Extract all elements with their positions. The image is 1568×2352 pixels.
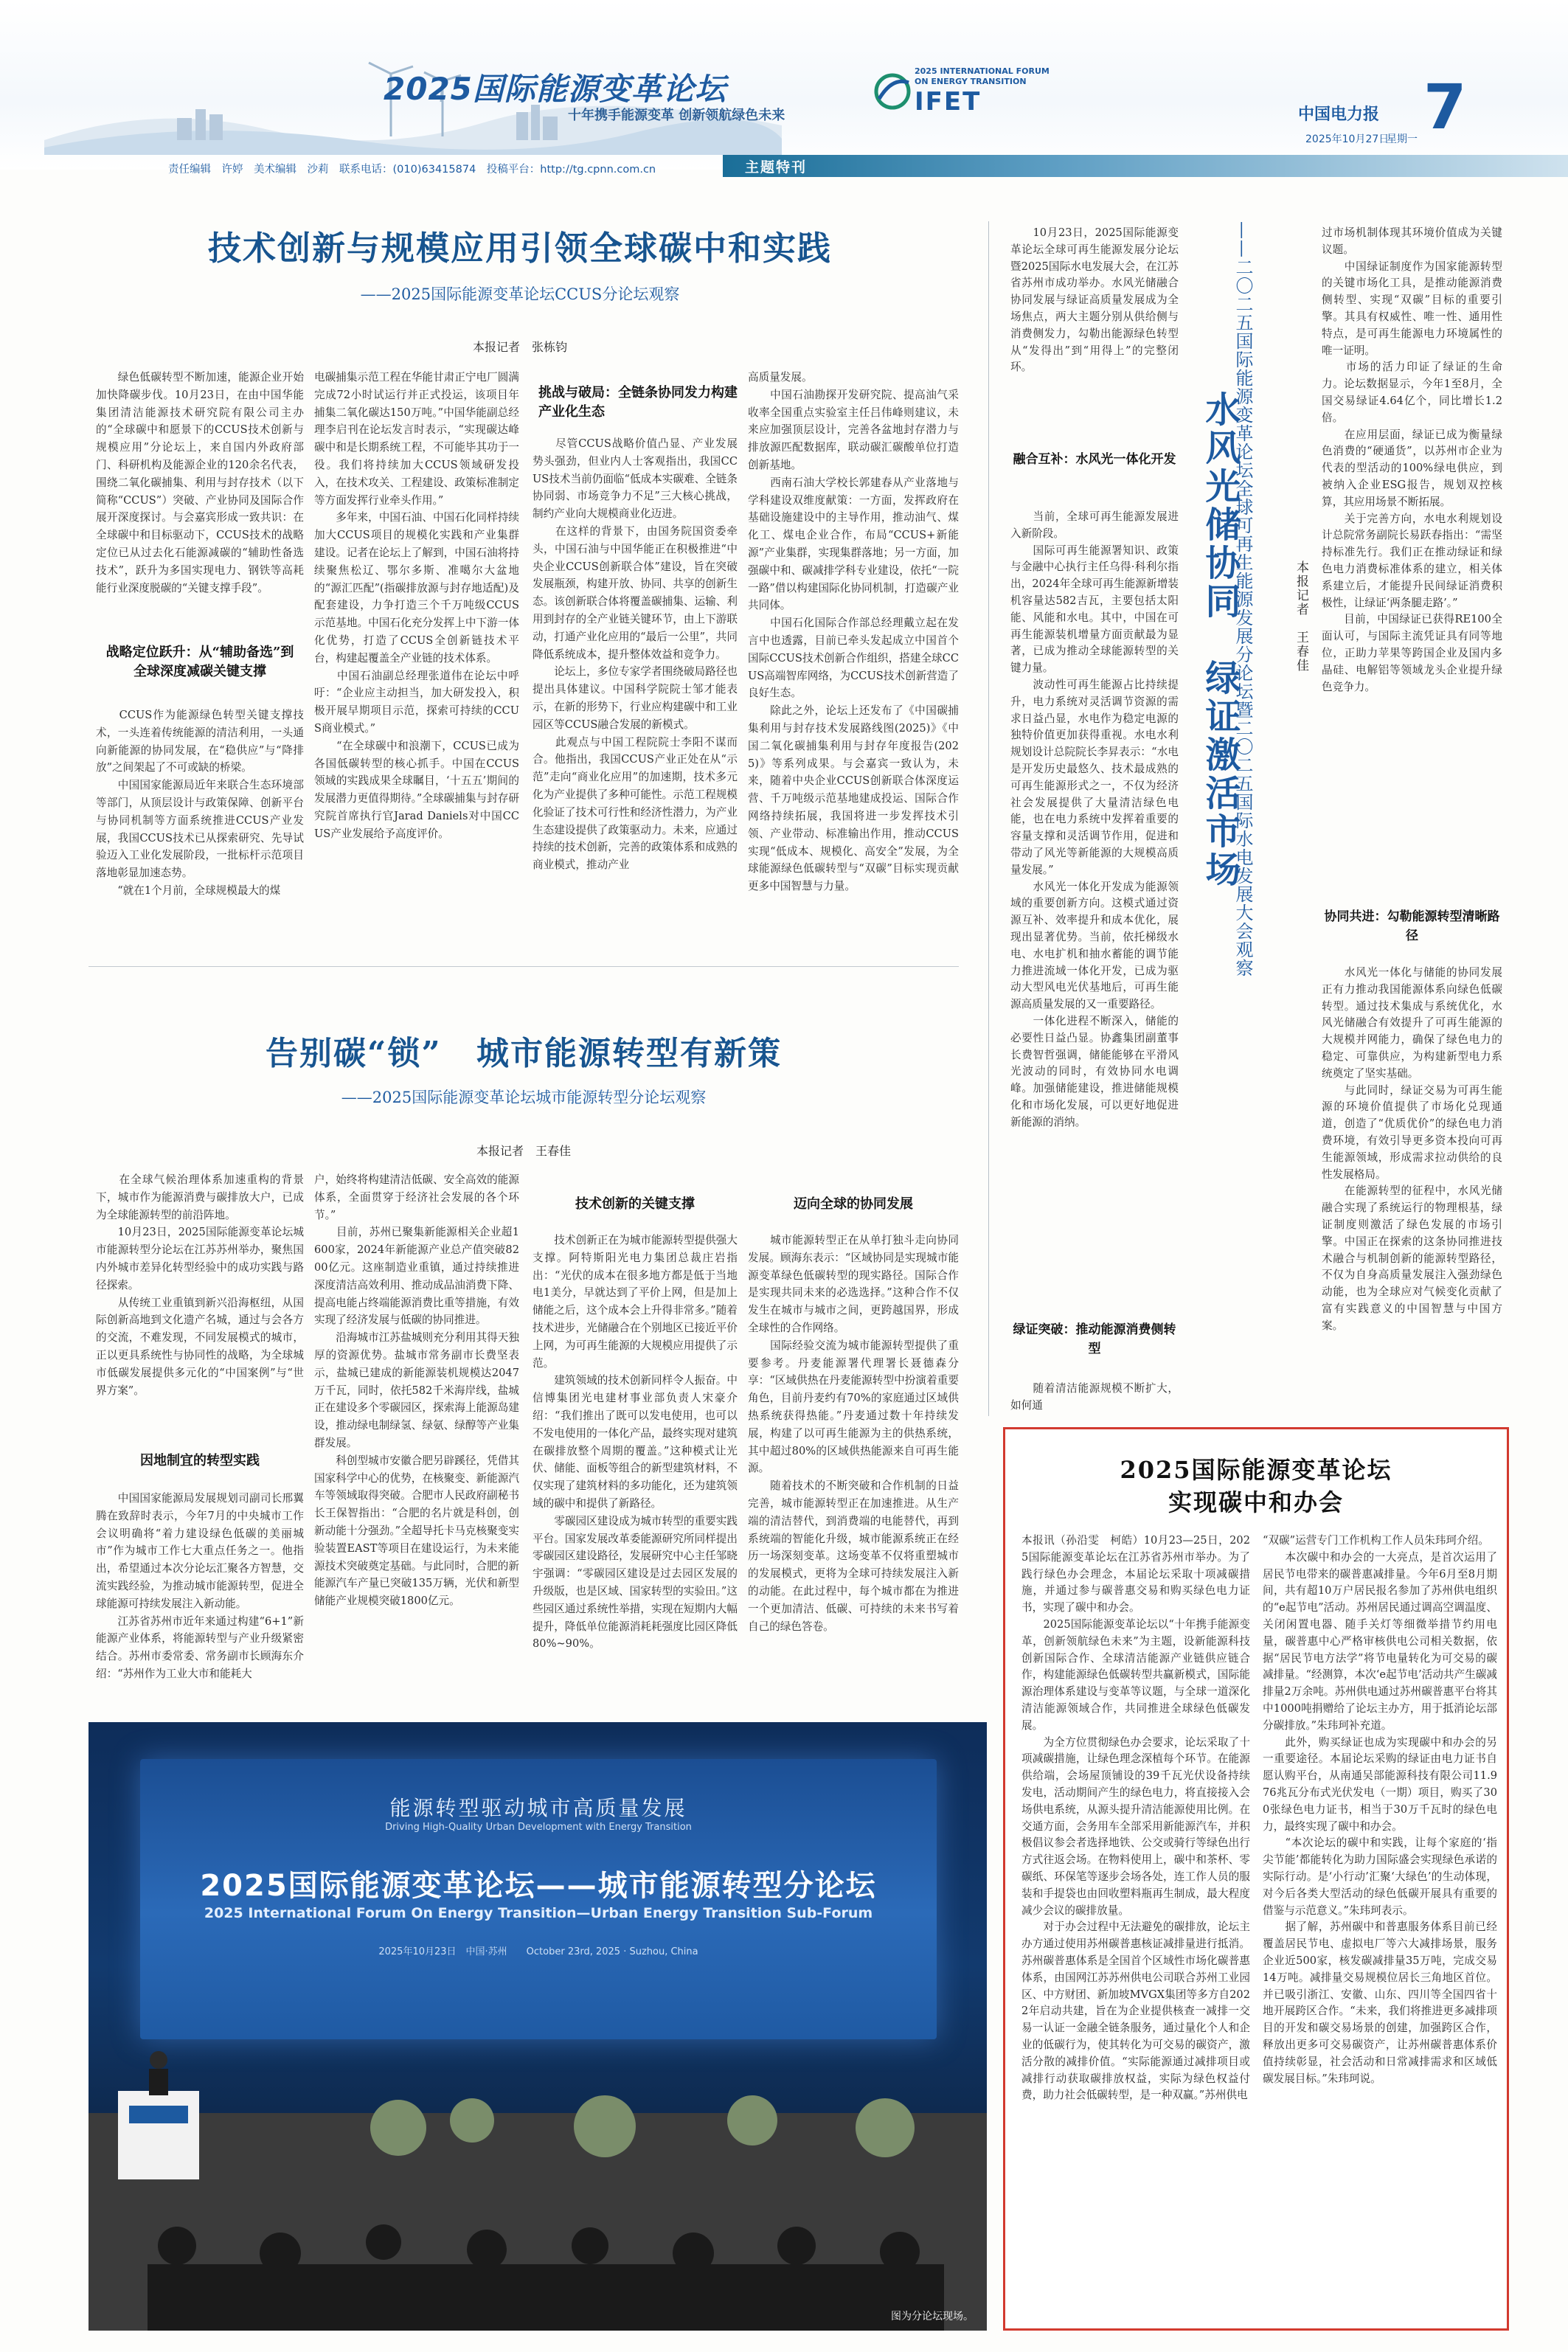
article2-col1c: 随着清洁能源规模不断扩大，如何通 [1010,1382,1179,1412]
article2-sub2: 绿证突破：推动能源消费侧转型 [1013,1322,1176,1356]
article3-subtitle: ——2025国际能源变革论坛城市能源转型分论坛观察 [341,1089,707,1106]
section-label: 主题特刊 [745,159,808,176]
ifet-logo-icon [870,69,915,114]
article2-sub3: 协同共进：勾勒能源转型清晰路径 [1324,909,1500,943]
article3-col3: 技术创新正在为城市能源转型提供强大支撑。阿特斯阳光电力集团总裁庄岩指出：“光伏的成本在很多地方都是低于当地电1美分，早就达到了平价上网，但是加上储能之后，这个成本会上升得非常多。”随着技术进步，光储融合在个别地区已接近平价上网，为可再生能源的大规模应用提供了示范。 建筑领域的技术创新同样令人振奋。中信博集团光电建材事业部负责人宋豪介绍：“我们推出了既可以发电使用，也可以不发电使用的一体化产品，最终实现对建筑在碳排放整个周期的覆盖。”这种模式让光伏、储能、面板等组合的新型建筑材料，不仅实现了建筑材料的多功能化，还为建筑领域的碳中和提供了新路径。 零碳园区建设成为城市转型的重要实践平台。国家发展改革委能源研究所同样提出零碳园区建设路径，发展研究中心主任邹晓宇强调：“零碳园区建设是过去园区发展的升级版，也是区域、国家转型的实验田。”这些园区通过系统性举措，实现在短期内大幅提升，降低单位能源消耗耗强度比园区降低80%~90%。 [533,1234,738,1651]
photo-screen-date: 2025年10月23日 中国·苏州 October 23rd, 2025 · Suzhou, China [378,1946,698,1957]
article1-byline: 本报记者 张栋钧 [472,340,567,354]
page-number: 7 [1423,71,1467,143]
article1-headline: 技术创新与规模应用引领全球碳中和实践 [207,229,832,268]
article2-byline-vertical: 本报记者 王春佳 [1294,561,1308,673]
article3-byline: 本报记者 王春佳 [476,1144,571,1158]
ifet-wordmark: IFET [915,87,982,117]
article3-col1: 在全球气候治理体系加速重构的背景下，城市作为能源消费与碳排放大户，已成为全球能源转型的前沿阵地。 10月23日，2025国际能源变革论坛城市能源转型分论坛在江苏苏州举办，聚焦国内外城市差异化转型经验中的成功实践与路径探索。 从传统工业重镇到新兴沿海枢纽，从国际创新高地到文化遗产名城，通过与会各方的交流，不难发现，不同发展模式的城市，正以更具系统性与协同性的战略，为全球城市低碳发展提供多元化的“中国案例”与“世界方案”。 [96,1173,304,1397]
photo-screen-small-en: Driving High-Quality Urban Development with Energy Transition [385,1822,692,1833]
article2-subtitle-vertical: ——二〇二五国际能源变革论坛全球可再生能源发展分论坛暨二〇二五国际水电发展大会观察 [1232,221,1253,977]
article1-col4: 高质量发展。 中国石油勘探开发研究院、提高油气采收率全国重点实验室主任吕伟峰则建议，未来应加强顶层设计，完善各盆地封存潜力与排放源匹配数据库，联动碳汇碳酸单位打造创新基地。 西南石油大学校长郭建春从产业落地与学科建设双维度献策：一方面，发挥政府在基础设施建设中的主导作用，推动油气、煤化工、煤电企业合作，布局“CCUS+新能源”产业集群，实现集群落地；另一方面，加强碳中和、碳减排学科专业建设，依托“一院一路”借以构建国际化协同机制，打造碳产业共同体。 中国石化国际合作部总经理戴立起在发言中也透露，目前已牵头发起成立中国首个国际CCUS技术创新合作组织，搭建全球CCUS高端智库网络，为CCUS技术创新营造了良好生态。 除此之外，论坛上还发布了《中国碳捕集利用与封存技术发展路线图(2025)》《中国二氧化碳捕集利用与封存年度报告(2025)》等系列成果。与会嘉宾一致认为，未来，随着中央企业CCUS创新联合体深度运营、千万吨级示范基地建成投运、国际合作网络持续拓展，我国将进一步发挥技术引领、产业带动、标准输出作用，推动CCUS实现“低成本、规模化、高安全”发展，为全球能源绿色低碳转型与“双碳”目标实现贡献更多中国智慧与力量。 [748,371,959,893]
photo-screen-big-title: 2025国际能源变革论坛——城市能源转型分论坛 [200,1869,877,1903]
article4-col1: 本报讯（孙沿雯 柯皓）10月23—25日，2025国际能源变革论坛在江苏省苏州市举办。为了践行绿色办会理念，本届论坛采取十项减碳措施，并通过参与碳普惠交易和购买绿色电力证书，实现了碳中和办会。 2025国际能源变革论坛以“十年携手能源变革，创新领航绿色未来”为主题，设新能源科技创新国际合作、全球清洁能源产业链供应链合作，构建能源绿色低碳转型共赢新模式，国际能源治理体系建设与变革等议题，与全球一道深化清洁能源领域合作，共同推进全球绿色低碳发展。 为全方位贯彻绿色办会要求，论坛采取了十项减碳措施，让绿色理念深植每个环节。在能源供给端，会场屋顶铺设的39千瓦光伏设备持续发电，活动期间产生的绿色电力，将直接接入会场供电系统，从源头提升清洁能源使用比例。在交通方面，会务用车全部采用新能源汽车，并积极倡议参会者选择地铁、公交或骑行等绿色出行方式往返会场。在物料使用上，碳中和茶杯、零碳纸、环保笔等逐步会场各处，连工作人员的服装和手提袋也由回收塑料瓶再生制成，最大程度减少会议的碳排放量。 对于办会过程中无法避免的碳排放，论坛主办方通过使用苏州碳普惠核证减排量进行抵消。苏州碳普惠体系是全国首个区域性市场化碳普惠体系，由国网江苏苏州供电公司联合苏州工业园区、中方财团、新加坡MVGX集团等多方自2022年启动共建，旨在为企业提供核查一减排一交易一认证一金融全链条服务，通过量化个人和企业的低碳行为，使其转化为可交易的碳资产，激活分散的减排价值。“实际能源通过减排项目或减排行动获取碳排放权益，实际为绿色权益付费，助力社会低碳转型，是一种双赢。”苏州供电 [1021,1534,1250,2102]
forum-en-line1: 2025 INTERNATIONAL FORUM [915,66,1050,76]
article3-col4-subhead: 迈向全球的协同发展 [794,1196,913,1212]
article3-col3-subhead: 技术创新的关键支撑 [575,1196,695,1212]
article2-sub1: 融合互补：水风光一体化开发 [1013,452,1176,467]
article2-col1b: 当前，全球可再生能源发展进入新阶段。 国际可再生能源署知识、政策与金融中心执行主任乌得·科利尔指出，2024年全球可再生能源新增装机容量达582吉瓦，主要包括太阳能、风能和水电。其中，中国在可再生能源装机增量方面贡献最为显著，已成为推动全球能源转型的关键力量。 波动性可再生能源占比持续提升，电力系统对灵活调节资源的需求日益凸显，水电作为稳定电源的独特价值更加获得重视。水电水利规划设计总院院长李昇表示：“水电是开发历史最悠久、技术最成熟的可再生能源形式之一，不仅为经济社会发展提供了大量清洁绿色电能，也在电力系统中发挥着重要的容量支撑和灵活调节作用，促进和带动了风光等新能源的大规模高质量发展。” 水风光一体化开发成为能源领域的重要创新方向。这模式通过资源互补、效率提升和成本优化，展现出显著优势。当前，依托梯级水电、水电扩机和抽水蓄能的调节能力推进流域一体化开发，已成为驱动大型风电光伏基地后，可再生能源高质量发展的又一重要路径。 一体化进程不断深入，储能的必要性日益凸显。协鑫集团副董事长费智哲强调，储能能够在平滑风光波动的同时，有效协同水电调峰。加强储能建设，推进储能规模化和市场化发展，可以更好地促进新能源的消纳。 [1010,510,1179,1128]
article2-col1: 10月23日，2025国际能源变革论坛全球可再生能源发展分论坛暨2025国际水电发展大会，在江苏省苏州市成功举办。水风光储融合协同发展与绿证高质量发展成为全场焦点，两大主题分别从供给侧与消费侧发力，勾勒出能源绿色转型从“发得出”到“用得上”的完整闭环。 [1010,226,1179,374]
paper-name: 中国电力报 [1298,105,1380,124]
forum-en-line2: ON ENERGY TRANSITION [915,77,1027,86]
header-banner [0,0,1568,176]
divider-a1-a3 [89,966,959,967]
article4-headline-line2: 实现碳中和办会 [1168,1488,1344,1516]
article1-col1: 绿色低碳转型不断加速，能源企业开始加快降碳步伐。10月23日，在由中国华能集团清洁能源技术研究院有限公司主办的“全球碳中和愿景下的CCUS技术创新与规模应用”分论坛上，来自国内外政府部门、科研机构及能源企业的120余名代表，围绕二氧化碳捕集、利用与封存技术（以下简称“CCUS”）突破、产业协同及国际合作展开深度探讨。与会嘉宾形成一致共识：在全球碳中和目标驱动下，CCUS技术的战略定位已从过去化石能源减碳的“辅助性备选技术”，跃升为多国实现电力、钢铁等高耗能行业深度脱碳的“关键支撑手段”。 [96,371,304,594]
article3-headline [89,1027,959,1074]
article2-col2b: 水风光一体化与储能的协同发展正有力推动我国能源体系向绿色低碳转型。通过技术集成与系统优化，水风光储融合有效提升了可再生能源的大规模并网能力，确保了绿色电力的稳定、可靠供应，为构建新型电力系统奠定了坚实基础。 与此同时，绿证交易为可再生能源的环境价值提供了市场化兑现通道，创造了“优质优价”的绿色电力消费环境，有效引导更多资本投向可再生能源领域，形成需求拉动供给的良性发展格局。 在能源转型的征程中，水风光储融合实现了系统运行的物理根基，绿证制度则激活了绿色发展的市场引擎。中国正在探索的这条协同推进技术融合与机制创新的能源转型路径，不仅为自身高质量发展注入强劲绿色动能，也为全球应对气候变化贡献了富有实践意义的中国智慧与中国方案。 [1322,966,1502,1332]
article4-col2: “双碳”运营专门工作机构工作人员朱玮珂介绍。 本次碳中和办会的一大亮点，是首次运用了居民节电带来的碳普惠减排量。今年6月至8月期间，共有超10万户居民报名参加了苏州供电组织的“e起节电”活动。苏州居民通过调高空调温度、关闭闲置电器、随手关灯等细微举措节约用电量，碳普惠中心严格审核供电公司相关数据，依据“居民节电方法学”将节电量转化为可交易的碳减排量。“经测算，本次‘e起节电’活动共产生碳减排量2万余吨。苏州供电通过苏州碳普惠平台将其中1000吨捐赠给了论坛主办方，用于抵消论坛部分碳排放。”朱玮珂补充道。 此外，购买绿证也成为实现碳中和办会的另一重要途径。本届论坛采购的绿证由电力证书自愿认购平台，从南通吴部能源科技有限公司11.976兆瓦分布式光伏发电（一期）项目，购买了300张绿色电力证书，相当于30万千瓦时的绿色电力，最终实现了碳中和办会。 “本次论坛的碳中和实践，让每个家庭的‘指尖节能’都能转化为助力国际盛会实现绿色承诺的实际行动。是‘小行动’汇聚‘大绿色’的生动体现，对今后各类大型活动的绿色低碳开展具有重要的借鉴与示范意义。”朱玮珂表示。 据了解，苏州碳中和普惠服务体系目前已经覆盖居民节电、虚拟电厂等六大减排场景，服务企业近500家，核发碳减排量35万吨，完成交易14万吨。减排量交易规模位居长三角地区首位。并已吸引浙江、安徽、山东、四川等全国四省十地开展跨区合作。“未来，我们将推进更多减排项目的开发和碳交易场景的创建，加强跨区合作，释放出更多可交易碳资产，让苏州碳普惠体系价值持续彰显，社会活动和日常减排需求和区域低碳发展目标。”朱玮珂说。 [1263,1534,1497,2085]
photo-caption: 图为分论坛现场。 [891,2311,974,2322]
article1-col2: 电碳捕集示范工程在华能甘肃正宁电厂圆满完成72小时试运行并正式投运，该项目年捕集二氧化碳达150万吨。”中国华能副总经理李启刊在论坛发言时表示，“实现碳达峰碳中和是长期系统工程，不可能毕其功于一役。我们将持续加大CCUS领域研发投入，在技术攻关、工程建设、政策标准制定等方面发挥行业牵头作用。” 多年来，中国石油、中国石化同样持续加大CCUS项目的规模化实践和产业集群建设。记者在论坛上了解到，中国石油将持续聚焦松辽、鄂尔多斯、准噶尔大盆地的“源汇匹配”(指碳排放源与封存地适配)及配套建设，力争打造三个千万吨级CCUS示范基地。中国石化充分发挥上中下游一体化优势，打造了CCUS全创新链技术平台，构建起覆盖全产业链的技术体系。 中国石油副总经理张道伟在论坛中呼吁：“企业应主动担当，加大研发投入，积极开展早期项目示范，探索可持续的CCUS商业模式。” “在全球碳中和浪潮下，CCUS已成为各国低碳转型的核心抓手。中国在CCUS领域的实践成果全球瞩目，‘十五五’期间的发展潜力更值得期待。”全球碳捕集与封存研究院首席执行官Jarad Daniels对中国CCUS产业发展给予高度评价。 [314,371,519,840]
article3-col2: 户，始终将构建清洁低碳、安全高效的能源体系，全面贯穿于经济社会发展的各个环节。” 目前，苏州已聚集新能源相关企业超1600家，2024年新能源产业总产值突破8200亿元。这座制造业重镇，通过持续推进深度清洁高效利用、推动成品油消费下降、提高电能占终端能源消费比重等措施，有效实现了经济发展与低碳的协同推进。 沿海城市江苏盐城则充分利用其得天独厚的资源优势。盐城市常务副市长费坚表示，盐城已建成的新能源装机规模达2047万千瓦，同时，依托582千米海岸线，盐城正在建设多个零碳园区，探索海上能源岛建设，推动绿电制绿氢、绿氨、绿醇等产业集群发展。 科创型城市安徽合肥另辟蹊径，凭借其国家科学中心的优势，在核聚变、新能源汽车等领域取得突破。合肥市人民政府副秘书长王保智指出：“合肥的名片就是科创，创新动能十分强劲。”全超导托卡马克核聚变实验装置EAST等项目在建设运行，为未来能源技术突破奠定基础。与此同时，合肥的新能源汽车产量已突破135万辆，光伏和新型储能产业规模突破1800亿元。 [314,1173,519,1608]
forum-slogan: 十年携手能源变革 创新领航绿色未来 [568,108,785,123]
article3-col4: 城市能源转型正在从单打独斗走向协同发展。顾海东表示：“区域协同是实现城市能源变革绿色低碳转型的现实路径。国际合作是实现共同未来的必选选择。”这种合作不仅发生在城市与城市之间，更跨越国界，形成全球性的合作网络。 国际经验交流为城市能源转型提供了重要参考。丹麦能源署代理署长聂德森分享：“区域供热在丹麦能源转型中扮演着重要角色，目前丹麦约有70%的家庭通过区域供热系统获得热能。”丹麦通过数十年持续发展，构建了以可再生能源为主的供热系统，其中超过80%的区域供热能源来自可再生能源。 随着技术的不断突破和合作机制的日益完善，城市能源转型正在加速推进。从生产端的清洁替代，到消费端的电能替代，再到系统端的智能化升级，城市能源系统正在经历一场深刻变革。这场变革不仅将重塑城市的发展模式，更将为全球可持续发展注入新的动能。在此过程中，每个城市都在为推进一个更加清洁、低碳、可持续的未来书写着自己的绿色答卷。 [748,1234,959,1633]
forum-title: 2025国际能源变革论坛 [384,71,726,107]
article3-col1b: 中国国家能源局发展规划司副司长邢翼腾在致辞时表示，今年7月的中央城市工作会议明确将“着力建设绿色低碳的美丽城市”作为城市工作七大重点任务之一。他指出，希望通过本次分论坛汇聚各方智慧，交流实践经验，为推动城市能源转型，促进全球能源可持续发展注入新动能。 江苏省苏州市近年来通过构建“6+1”新能源产业体系，将能源转型与产业升级紧密结合。苏州市委常委、常务副市长顾海东介绍：“苏州作为工业大市和能耗大 [96,1492,304,1680]
divider-left-right [988,221,989,1416]
article1-col3-subhead: 挑战与破局：全链条协同发力构建产业化生态 [538,385,738,420]
issue-date: 2025年10月27日 [1305,133,1390,145]
forum-photo [89,1722,987,2331]
article4-headline-line1: 2025国际能源变革论坛 [1120,1456,1392,1484]
article3-headline-a: 告别碳“锁” [266,1035,442,1072]
article1-subtitle: ——2025国际能源变革论坛CCUS分论坛观察 [360,285,680,303]
article1-col1b: CCUS作为能源绿色转型关键支撑技术，一头连着传统能源的清洁利用，一头通向新能源的协同发展，在“稳供应”与“降排放”之间架起了不可或缺的桥梁。 中国国家能源局近年来联合生态环境部等部门，从顶层设计与政策保障、创新平台与协同机制等方面系统推进CCUS产业发展，我国CCUS技术已从探索研究、先导试验迈入工业化发展阶段，一批标杆示范项目落地彰显加速态势。 “就在1个月前，全球规模最大的煤 [96,709,304,897]
article2-headline-vertical: 水风光储协同 绿证激活市场 [1199,391,1241,889]
section-band [723,155,1568,177]
article1-col3: 尽管CCUS战略价值凸显、产业发展势头强劲，但业内人士客观指出，我国CCUS技术当前仍面临“低成本实碳难、全链条协同弱、市场竞争力不足”三大核心挑战，制约产业向大规模商业化迈进。 在这样的背景下，由国务院国资委牵头，中国石油与中国华能正在积极推进“中央企业CCUS创新联合体”建设，旨在突破发展瓶颈，构建开放、协同、共享的创新生态。该创新联合体将覆盖碳捕集、运输、利用到封存的全产业链关键环节，由上下游联动，打通产业化应用的“最后一公里”，共同降低系统成本，提升整体效益和竞争力。 论坛上，多位专家学者围绕破局路径也提出具体建议。中国科学院院士邹才能表示，在新的形势下，行业应构建碳中和工业园区等CCUS融合发展的新模式。 此观点与中国工程院院士李阳不谋而合。他指出，我国CCUS产业正处在从“示范”走向“商业化应用”的加速期，技术多元化为产业提供了多种可能性。示范工程规模化验证了技术可行性和经济性潜力，为产业生态建设提供了政策驱动力。未来，应通过持续的技术创新，完善的政策体系和成熟的商业模式，推动产业 [533,437,738,872]
editor-credits: 责任编辑 许婷 美术编辑 沙莉 联系电话：(010)63415874 投稿平台：http://tg.cpnn.com.cn [168,164,656,176]
article3-col1-subhead: 因地制宜的转型实践 [140,1453,260,1468]
article1-col1-subhead: 战略定位跃升：从“辅助备选”到全球深度减碳关键支撑 [105,645,294,679]
stage-scene [89,2002,987,2331]
photo-screen-small-title: 能源转型驱动城市高质量发展 [389,1796,687,1820]
photo-screen-en: 2025 International Forum On Energy Transition—Urban Energy Transition Sub-Forum [204,1905,873,1921]
issue-weekday: 星期一 [1387,133,1418,145]
article2-col2: 过市场机制体现其环境价值成为关键议题。 中国绿证制度作为国家能源转型的关键市场化工具，是推动能源消费侧转型、实现“双碳”目标的重要引擎。其具有权威性、唯一性、通用性特点，是可再生能源电力环境属性的唯一证明。 市场的活力印证了绿证的生命力。论坛数据显示，今年1至8月，全国交易绿证4.64亿个，同比增长1.2倍。 在应用层面，绿证已成为衡量绿色消费的“硬通货”，以苏州市企业为代表的型活动的100%绿电供应，到被纳入企业ESG报告，规划双控核算，其应用场景不断拓展。 关于完善方向，水电水利规划设计总院常务副院长易跃春指出：“需坚持标准先行。我们正在推动绿证和绿色电力消费标准体系的建立，相关体系建立后，才能提升民间绿证消费积极性，让绿证‘两条腿走路’。” 目前，中国绿证已获得RE100全面认可，与国际主流凭证具有同等地位，正助力苹果等跨国企业及国内多晶硅、电解铝等领域龙头企业提升绿色竞争力。 [1322,226,1502,693]
article3-headline-b: 城市能源转型有新策 [476,1035,782,1072]
